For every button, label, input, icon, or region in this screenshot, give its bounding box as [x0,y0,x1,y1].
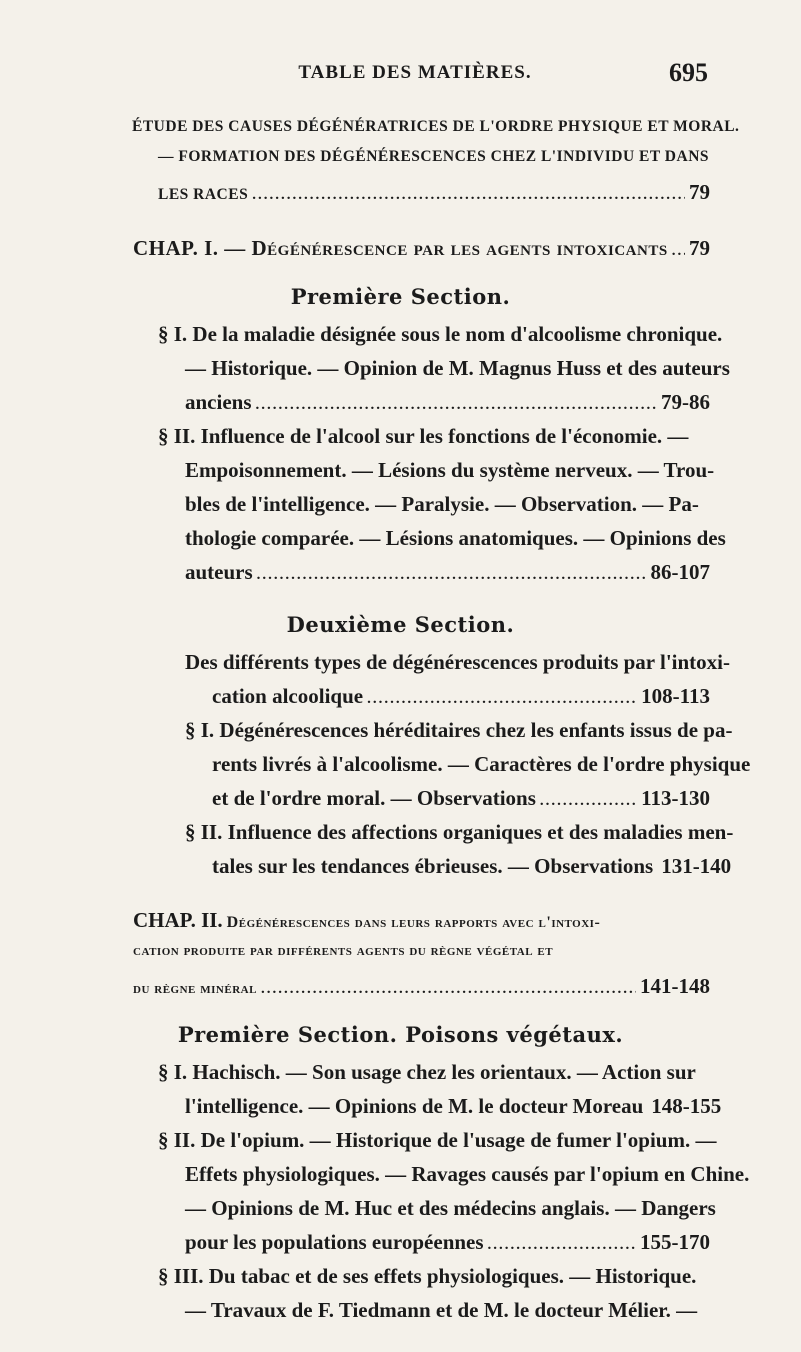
page-ref: 86-107 [650,560,710,584]
toc-entry-s2-item1[interactable] [212,786,710,811]
chap2-prefix: CHAP. II. [133,908,223,932]
toc-entry-chap1[interactable] [133,236,710,261]
page-number: 695 [669,58,708,87]
page-ref: 79 [689,180,710,204]
leader-dots [672,243,685,260]
toc-entry-s3-item1[interactable] [185,1094,722,1119]
page-ref: 108-113 [641,684,710,708]
s1-item1-line1: § I. De la maladie désignée sous le nom d'alcoolisme chronique. [158,322,723,346]
s1-item2-line1: § II. Influence de l'alcool sur les fonctions de l'économie. — [158,424,689,448]
toc-entry-s1-item1[interactable] [185,390,710,415]
s3-item3-line2: — Travaux de F. Tiedmann et de M. le docteur Mélier. — [185,1298,698,1322]
leader-dots [261,981,636,998]
leader-dots [256,397,657,414]
toc-entry-s2-intro[interactable] [212,684,710,709]
s1-item2-line2: Empoisonnement. — Lésions du système nerveux. — Trou- [185,458,715,482]
page-ref: 79 [689,236,710,260]
intro-line-1: ÉTUDE DES CAUSES DÉGÉNÉRATRICES DE L'ORDRE PHYSIQUE ET MORAL. [132,118,740,135]
chap2-title-start: Dégénérescences dans leurs rapports avec l'intoxi- [226,914,601,931]
section-heading-poisons-vegetaux: Première Section. Poisons végétaux. [177,1022,624,1047]
toc-entry-s2-item2[interactable] [212,854,732,879]
page-ref: 113-130 [641,786,710,810]
s1-item1-line3: anciens [185,390,252,414]
leader-dots [367,691,637,708]
s1-item2-line3: bles de l'intelligence. — Paralysie. — Observation. — Pa- [185,492,699,516]
leader-dots [540,793,637,810]
chap2-line2: cation produite par différents agents du règne végétal et [133,942,554,959]
leader-dots [252,187,685,204]
running-head [130,58,708,92]
s3-item2-line3: — Opinions de M. Huc et des médecins anglais. — Dangers [185,1196,716,1220]
s2-intro-line1: Des différents types de dégénérescences produits par l'intoxi- [185,650,730,674]
page-ref: 148-155 [651,1094,722,1118]
page-ref: 79-86 [661,390,710,414]
intro-line-2: — FORMATION DES DÉGÉNÉRESCENCES CHEZ L'INDIVIDU ET DANS [158,148,710,165]
s2-item1-line2: rents livrés à l'alcoolisme. — Caractères de l'ordre physique [212,752,751,776]
s2-item1-line3: et de l'ordre moral. — Observations [212,786,536,810]
leader-dots [257,567,647,584]
running-title: TABLE DES MATIÈRES. [298,62,532,83]
s1-item2-line5: auteurs [185,560,253,584]
s3-item1-line2: l'intelligence. — Opinions de M. le docteur Moreau [185,1094,644,1118]
chap1-label: CHAP. I. — Dégénérescence par les agents intoxicants [133,236,668,260]
s1-item1-line2: — Historique. — Opinion de M. Magnus Huss et des auteurs [185,356,730,380]
page-ref: 155-170 [640,1230,710,1254]
intro-line-3: LES RACES [158,186,249,203]
s3-item2-line1: § II. De l'opium. — Historique de l'usage de fumer l'opium. — [158,1128,717,1152]
page-ref: 141-148 [640,974,710,998]
s2-item2-line2: tales sur les tendances ébrieuses. — Observations [212,854,654,878]
s3-item2-line4: pour les populations européennes [185,1230,484,1254]
section-heading-deuxieme: Deuxième Section. [286,612,515,637]
chap2-line1 [133,908,600,933]
leader-dots [488,1237,636,1254]
s2-item2-line1: § II. Influence des affections organiques et des maladies men- [185,820,734,844]
toc-entry-s1-item2[interactable] [185,560,710,585]
chap2-line3: du règne minéral [133,980,257,997]
toc-entry-chap2[interactable] [133,974,710,999]
toc-entry-s3-item2[interactable] [185,1230,710,1255]
page-ref: 131-140 [661,854,732,878]
s2-intro-line2: cation alcoolique [212,684,364,708]
s3-item3-line1: § III. Du tabac et de ses effets physiologiques. — Historique. [158,1264,697,1288]
s1-item2-line4: thologie comparée. — Lésions anatomiques. — Opinions des [185,526,726,550]
s3-item1-line1: § I. Hachisch. — Son usage chez les orientaux. — Action sur [158,1060,696,1084]
section-heading-premiere: Première Section. [290,284,511,309]
s3-item2-line2: Effets physiologiques. — Ravages causés par l'opium en Chine. [185,1162,750,1186]
toc-entry-intro[interactable] [158,180,710,205]
s2-item1-line1: § I. Dégénérescences héréditaires chez les enfants issus de pa- [185,718,733,742]
